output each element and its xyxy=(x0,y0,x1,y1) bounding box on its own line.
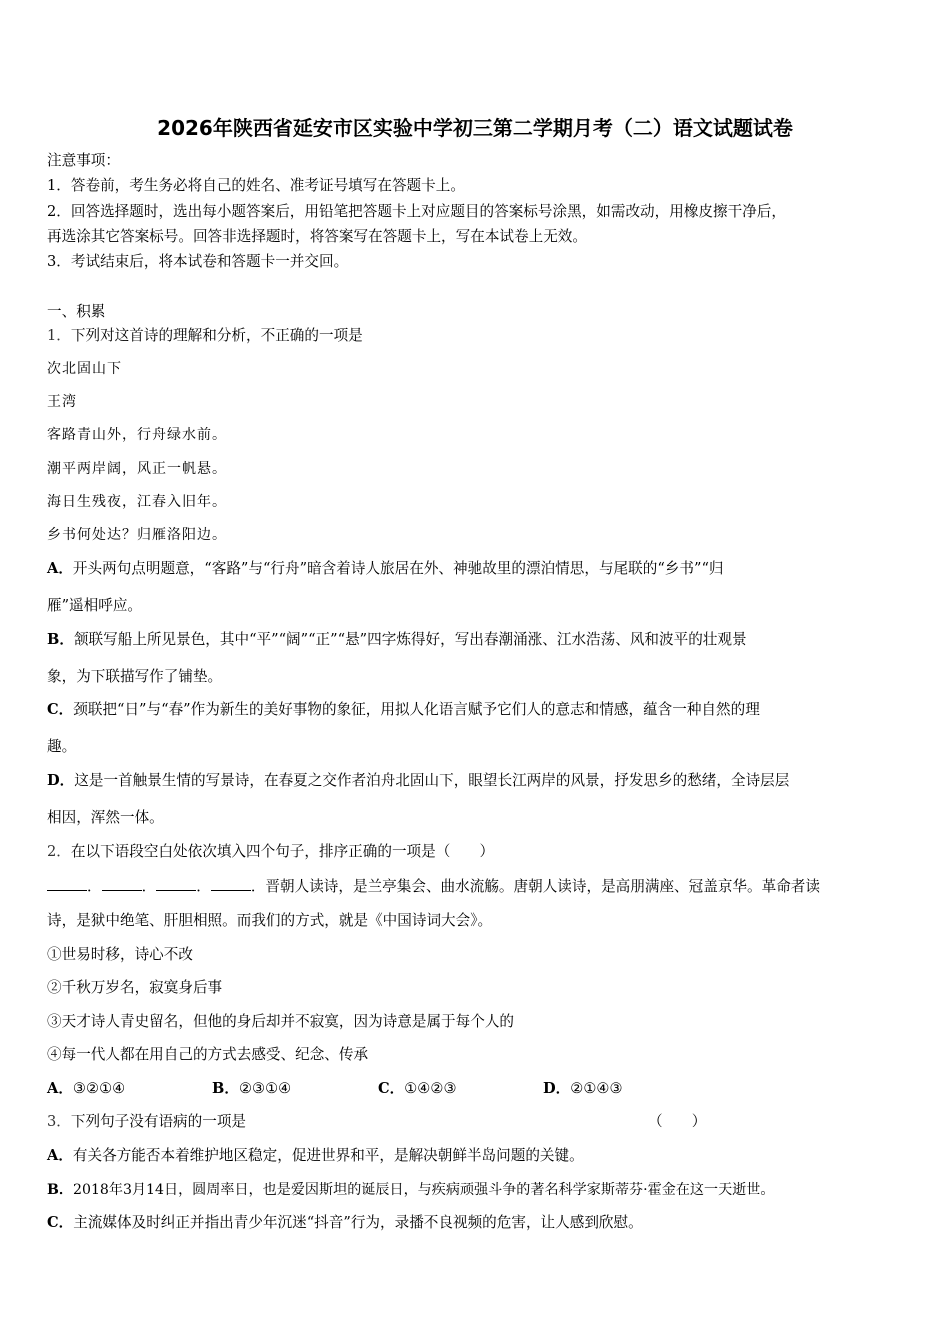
notice-item: 再选涂其它答案标号。回答非选择题时，将答案写在答题卡上，写在本试卷上无效。 xyxy=(47,228,587,245)
option-label: B． xyxy=(47,631,74,648)
sentence-item: ①世易时移，诗心不改 xyxy=(47,946,193,963)
notice-item: 2．回答选择题时，选出每小题答案后，用铅笔把答题卡上对应题目的答案标号涂黑，如需改动，用橡皮擦干净后， xyxy=(47,203,786,220)
choice-b xyxy=(212,1079,291,1099)
question-text: 在以下语段空白处依次填入四个句子，排序正确的一项是（ ） xyxy=(70,843,495,860)
option-a xyxy=(47,559,724,579)
choice-text: ②①④③ xyxy=(570,1080,623,1097)
choice-text: ②③①④ xyxy=(238,1080,292,1097)
option-label: C． xyxy=(47,701,74,718)
question-number: 1． xyxy=(47,327,71,344)
option-text: 这是一首触景生情的写景诗，在春夏之交作者泊舟北固山下，眼望长江两岸的风景，抒发思乡的愁绪，全诗层层 xyxy=(74,772,790,789)
choice-text: ③②①④ xyxy=(72,1080,126,1097)
question-text: 下列句子没有语病的一项是 xyxy=(70,1113,247,1130)
option-text: 有关各方能否本着维护地区稳定，促进世界和平，是解决朝鲜半岛问题的关键。 xyxy=(72,1147,584,1164)
poem-line: 潮平两岸阔，风正一帆悬。 xyxy=(47,461,227,477)
option-a xyxy=(47,1146,584,1166)
option-b xyxy=(47,630,747,650)
option-label: D． xyxy=(47,772,75,789)
notice-item: 1．答卷前，考生务必将自己的姓名、准考证号填写在答题卡上。 xyxy=(47,177,465,194)
notice-heading: 注意事项： xyxy=(47,152,120,169)
fill-blank xyxy=(102,876,142,891)
passage-line xyxy=(47,876,820,897)
option-c xyxy=(47,1213,643,1233)
option-label: B． xyxy=(47,1182,74,1198)
choice-label: B． xyxy=(212,1080,239,1097)
passage-line: 诗，是狱中绝笔、肝胆相照。而我们的方式，就是《中国诗词大会》。 xyxy=(47,912,493,929)
option-text: 颈联把“日”与“春”作为新生的美好事物的象征，用拟人化语言赋予它们人的意志和情感，蕴含一种自然的理 xyxy=(73,701,760,718)
blank-separator: ． xyxy=(87,878,102,895)
sentence-item: ②千秋万岁名，寂寞身后事 xyxy=(47,979,223,996)
question-text: 下列对这首诗的理解和分析，不正确的一项是 xyxy=(70,327,363,344)
option-label: C． xyxy=(47,1214,74,1231)
answer-bracket: （ ） xyxy=(648,1113,707,1130)
choice-a xyxy=(47,1079,125,1099)
fill-blank xyxy=(47,876,87,891)
blank-separator: ． xyxy=(196,878,211,895)
option-text: 2018年3月14日，圆周率日，也是爱因斯坦的诞辰日，与疾病顽强斗争的著名科学家斯蒂芬·霍金在这一天逝世。 xyxy=(73,1182,775,1198)
option-b-cont: 象，为下联描写作了铺垫。 xyxy=(47,668,223,685)
blank-separator: ． xyxy=(141,878,157,895)
choice-label: D． xyxy=(543,1080,571,1097)
option-text: 主流媒体及时纠正并指出青少年沉迷“抖音”行为，录播不良视频的危害，让人感到欣慰。 xyxy=(73,1214,643,1231)
option-a-cont: 雁”遥相呼应。 xyxy=(47,597,143,614)
poem-line: 海日生残夜，江春入旧年。 xyxy=(47,494,227,510)
page-title: 2026年陕西省延安市区实验中学初三第二学期月考（二）语文试题试卷 xyxy=(157,116,793,140)
question-number: 3． xyxy=(47,1113,71,1130)
question-2-stem xyxy=(47,842,494,862)
option-d xyxy=(47,771,789,791)
option-text: 颔联写船上所见景色，其中“平”“阔”“正”“悬”四字炼得好，写出春潮涌涨、江水浩荡、风和波平的壮观景 xyxy=(73,631,747,648)
option-d-cont: 相因，浑然一体。 xyxy=(47,809,164,826)
option-text: 开头两句点明题意，“客路”与“行舟”暗含着诗人旅居在外、神驰故里的漂泊情思，与尾联的“乡书”“归 xyxy=(72,560,724,577)
section-heading: 一、积累 xyxy=(47,303,106,320)
choice-label: A． xyxy=(47,1080,73,1097)
question-3-stem xyxy=(47,1112,246,1132)
choice-label: C． xyxy=(378,1080,405,1097)
question-1-stem xyxy=(47,326,363,346)
option-b xyxy=(47,1180,774,1200)
choice-d xyxy=(543,1079,623,1099)
passage-text: ．晋朝人读诗，是兰亭集会、曲水流觞。唐朝人读诗，是高朋满座、冠盖京华。革命者读 xyxy=(250,878,820,895)
poem-author: 王湾 xyxy=(47,394,77,410)
notice-item: 3．考试结束后，将本试卷和答题卡一并交回。 xyxy=(47,253,349,270)
option-c-cont: 趣。 xyxy=(47,738,77,755)
sentence-item: ④每一代人都在用自己的方式去感受、纪念、传承 xyxy=(47,1046,369,1063)
choice-c xyxy=(378,1079,457,1099)
question-number: 2． xyxy=(47,843,71,860)
poem-title: 次北固山下 xyxy=(47,361,122,377)
option-label: A． xyxy=(47,560,73,577)
option-label: A． xyxy=(47,1147,73,1164)
fill-blank xyxy=(156,876,196,891)
sentence-item: ③天才诗人青史留名，但他的身后却并不寂寞，因为诗意是属于每个人的 xyxy=(47,1013,515,1030)
poem-line: 乡书何处达？归雁洛阳边。 xyxy=(47,527,227,543)
poem-line: 客路青山外，行舟绿水前。 xyxy=(47,427,227,443)
option-c xyxy=(47,700,760,720)
fill-blank xyxy=(211,876,251,891)
choice-text: ①④②③ xyxy=(404,1080,457,1097)
